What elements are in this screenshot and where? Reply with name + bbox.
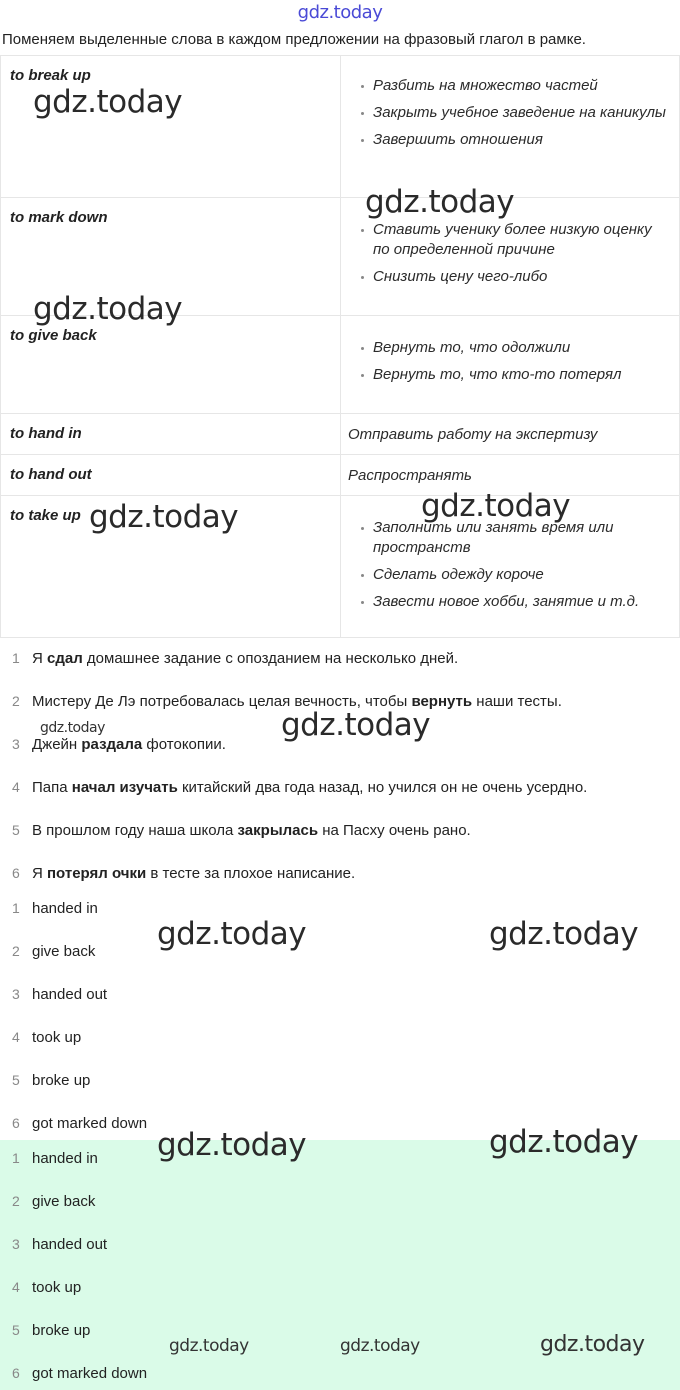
list-item: Ставить ученику более низкую оценку по определенной причине [361, 220, 671, 260]
item-number: 5 [12, 1322, 20, 1338]
sentence-text: Мистеру Де Лэ потребовалась целая вечность, чтобы вернуть наши тесты. [32, 693, 562, 710]
list-item: Заполнить или занять время или пространств [361, 518, 671, 558]
item-number: 6 [12, 865, 20, 881]
answer-text: took up [32, 1029, 82, 1046]
answer-text: handed in [32, 1150, 98, 1167]
item-number: 4 [12, 1029, 20, 1045]
verb-cell: to take up [10, 507, 81, 524]
meaning-cell: Распространять [348, 467, 472, 484]
list-item: Завести новое хобби, занятие и т.д. [361, 592, 671, 612]
watermark: gdz.today [169, 1336, 249, 1356]
watermark: gdz.today [157, 916, 307, 952]
sentence-text: Папа начал изучать китайский два года назад, но учился он не очень усердно. [32, 779, 588, 796]
watermark: gdz.today [340, 1336, 420, 1356]
item-number: 5 [12, 822, 20, 838]
table-row [1, 414, 680, 455]
sentence-text: Я потерял очки в тесте за плохое написание. [32, 865, 356, 882]
answer-text: broke up [32, 1072, 91, 1089]
header-watermark: gdz.today [297, 2, 383, 23]
answer-text: give back [32, 943, 96, 960]
item-number: 2 [12, 943, 20, 959]
sentence-text: Я сдал домашнее задание с опозданием на несколько дней. [32, 650, 459, 667]
table-row [1, 56, 680, 198]
list-item: Снизить цену чего-либо [361, 267, 671, 287]
watermark: gdz.today [33, 291, 183, 327]
item-number: 2 [12, 1193, 20, 1209]
watermark: gdz.today [365, 184, 515, 220]
item-number: 4 [12, 1279, 20, 1295]
item-number: 3 [12, 1236, 20, 1252]
meanings-list [341, 316, 679, 385]
meaning-cell: Отправить работу на экспертизу [348, 426, 598, 443]
watermark: gdz.today [421, 488, 571, 524]
item-number: 1 [12, 900, 20, 916]
highlighted-word: раздала [81, 736, 143, 753]
answer-text: give back [32, 1193, 96, 1210]
list-item: Завершить отношения [361, 130, 671, 150]
list-item: Разбить на множество частей [361, 76, 671, 96]
answer-text: got marked down [32, 1365, 148, 1382]
list-item: Сделать одежду короче [361, 565, 671, 585]
answer-text: took up [32, 1279, 82, 1296]
list-item: Вернуть то, что одолжили [361, 338, 671, 358]
meanings-list [341, 56, 679, 150]
verb-cell: to hand in [10, 425, 82, 442]
item-number: 3 [12, 736, 20, 752]
highlighted-word: начал изучать [71, 779, 178, 796]
item-number: 3 [12, 986, 20, 1002]
sentence-text: В прошлом году наша школа закрылась на Пасху очень рано. [32, 822, 471, 839]
watermark: gdz.today [489, 1124, 639, 1160]
item-number: 4 [12, 779, 20, 795]
answer-text: handed in [32, 900, 98, 917]
table-row [1, 455, 680, 496]
item-number: 6 [12, 1115, 20, 1131]
highlighted-word: закрылась [237, 822, 319, 839]
item-number: 5 [12, 1072, 20, 1088]
watermark: gdz.today [489, 916, 639, 952]
item-number: 1 [12, 1150, 20, 1166]
answer-text: handed out [32, 1236, 108, 1253]
highlighted-word: сдал [47, 650, 83, 667]
phrasal-verbs-table [0, 55, 680, 638]
item-number: 1 [12, 650, 20, 666]
verb-cell: to break up [10, 67, 91, 84]
verb-cell: to mark down [10, 209, 108, 226]
watermark: gdz.today [40, 720, 105, 736]
watermark: gdz.today [540, 1332, 645, 1357]
table-row [1, 316, 680, 414]
verb-cell: to give back [10, 327, 97, 344]
verb-cell: to hand out [10, 466, 92, 483]
item-number: 6 [12, 1365, 20, 1381]
sentence-text: Джейн раздала фотокопии. [32, 736, 226, 753]
list-item: Закрыть учебное заведение на каникулы [361, 103, 671, 123]
answer-text: got marked down [32, 1115, 148, 1132]
answer-text: handed out [32, 986, 108, 1003]
list-item: Вернуть то, что кто-то потерял [361, 365, 671, 385]
watermark: gdz.today [33, 84, 183, 120]
watermark: gdz.today [89, 499, 239, 535]
highlighted-word: вернуть [411, 693, 473, 710]
watermark: gdz.today [281, 707, 431, 743]
item-number: 2 [12, 693, 20, 709]
watermark: gdz.today [157, 1127, 307, 1163]
answer-text: broke up [32, 1322, 91, 1339]
highlighted-word: потерял очки [47, 865, 147, 882]
task-instruction: Поменяем выделенные слова в каждом предложении на фразовый глагол в рамке. [2, 31, 586, 48]
